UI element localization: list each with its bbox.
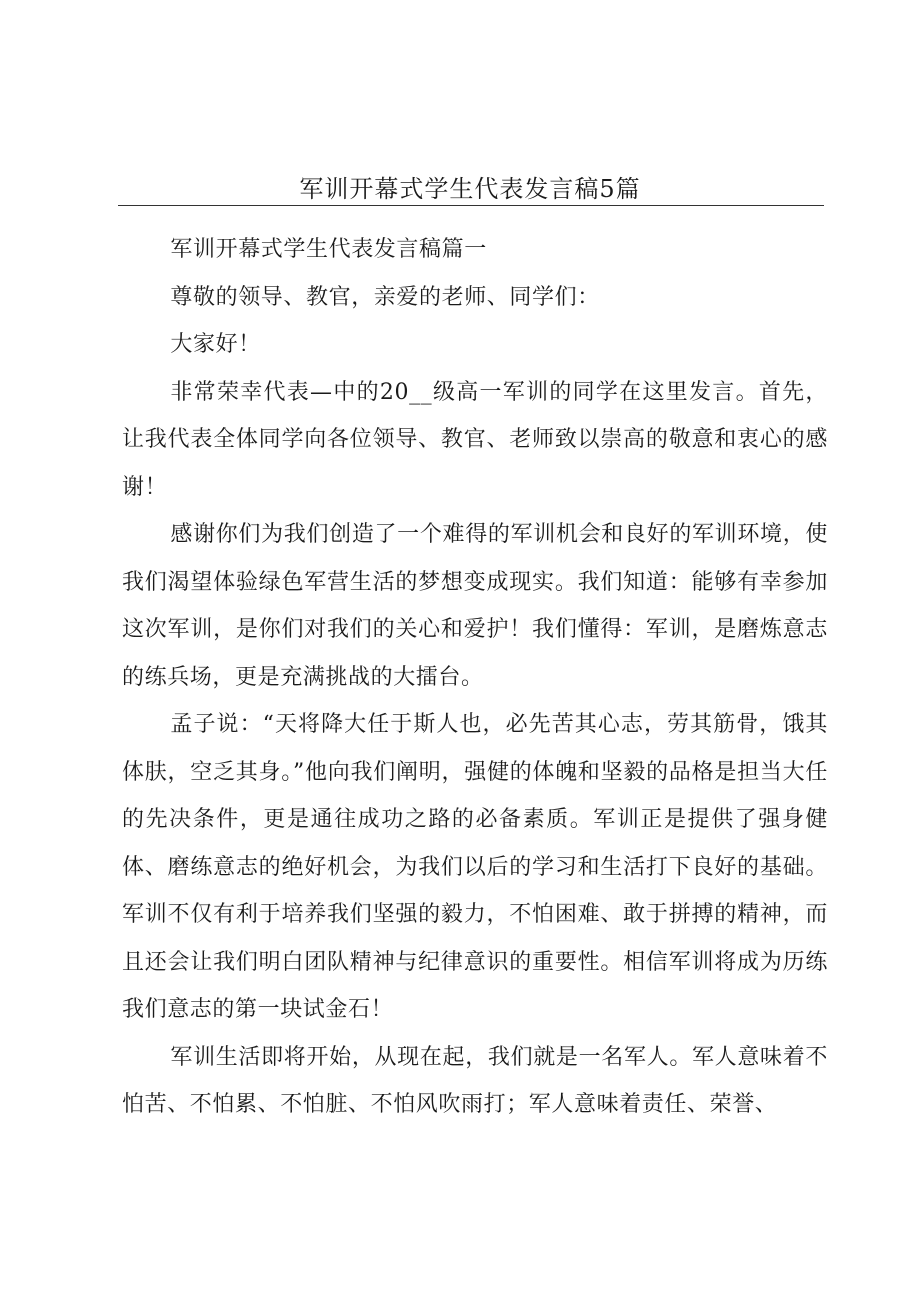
paragraph: 孟子说：“天将降大任于斯人也，必先苦其心志，劳其筋骨，饿其体肤，空乏其身。”他向我们阐明，强健的体魄和坚毅的品格是担当大任的先决条件，更是通往成功之路的必备素质。军训正是提供了强身健体、磨练意志的绝好机会，为我们以后的学习和生活打下良好的基础。军训不仅有利于培养我们坚强的毅力，不怕困难、敢于拼搏的精神，而且还会让我们明白团队精神与纪律意识的重要性。相信军训将成为历练我们意志的第一块试金石！ — [122, 712, 828, 1022]
document-title: 军训开幕式学生代表发言稿5篇 — [299, 175, 641, 203]
salutation: 尊敬的领导、教官，亲爱的老师、同学们： — [170, 284, 600, 310]
paragraph: 感谢你们为我们创造了一个难得的军训机会和良好的军训环境，使我们渴望体验绿色军营生活的梦想变成现实。我们知道：能够有幸参加这次军训，是你们对我们的关心和爱护！我们懂得：军训，是磨炼意志的练兵场，更是充满挑战的大擂台。 — [122, 522, 828, 690]
paragraph: 非常荣幸代表—中的20__级高一军训的同学在这里发言。首先，让我代表全体同学向各位领导、教官、老师致以崇高的敬意和衷心的感谢！ — [122, 379, 828, 500]
greeting: 大家好！ — [170, 332, 261, 357]
document-body — [122, 226, 828, 1129]
paragraph: 军训生活即将开始，从现在起，我们就是一名军人。军人意味着不怕苦、不怕累、不怕脏、不怕风吹雨打；军人意味着责任、荣誉、 — [122, 1044, 828, 1117]
title-underline — [118, 205, 824, 206]
section-heading: 军训开幕式学生代表发言稿篇一 — [170, 237, 487, 262]
